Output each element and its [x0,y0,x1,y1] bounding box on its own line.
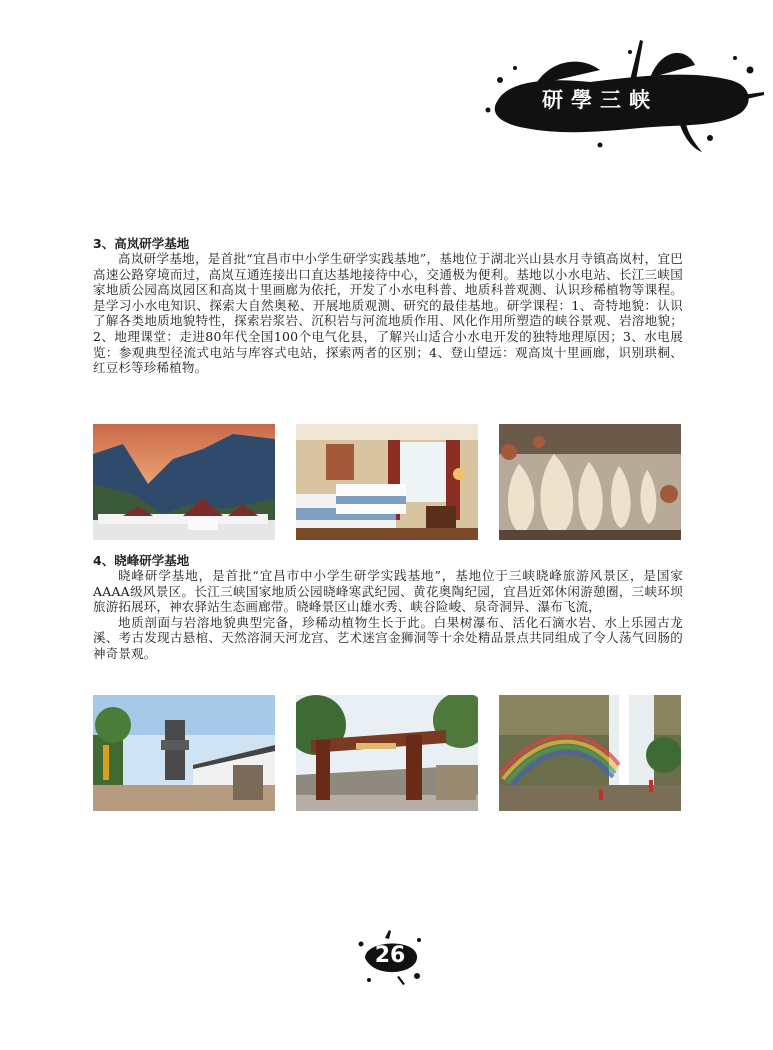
hotel-room-photo [296,424,478,540]
pottery-lamps-photo [499,424,681,540]
stone-sculpture-plaza-photo [93,695,275,811]
section-xiaofeng [93,553,683,662]
section-heading: 3、高岚研学基地 [93,236,190,251]
scenic-gate-photo [296,695,478,811]
section-paragraph: 地质剖面与岩溶地貌典型完备，珍稀动植物生长于此。白果树瀑布、活化石滴水岩、水上乐园古龙溪、考古发现古悬棺、天然溶洞天河龙宫、艺术迷宫金狮洞等十余处精品景点共同组成了令人荡气回肠的神奇景观。 [93,614,683,661]
section-paragraph: 晓峰研学基地，是首批“宜昌市中小学生研学实践基地”，基地位于三峡晓峰旅游风景区，是国家AAAA级风景区。长江三峡国家地质公园晓峰寒武纪园、黄花奥陶纪园，宜昌近郊休闲游憩圈，三峡环坝旅游拓展环，神农驿站生态画廊带。晓峰景区山雄水秀、峡谷险峻、泉奇洞异、瀑布飞流， [93,568,683,615]
page-number: 26 [374,943,406,968]
section-heading: 4、晓峰研学基地 [93,553,190,568]
banner-title: 研學三峡 [542,88,658,112]
section-gaolan [93,236,683,376]
waterfall-rainbow-photo [499,695,681,811]
mountain-village-photo [93,424,275,540]
section-paragraph: 高岚研学基地，是首批“宜昌市中小学生研学实践基地”，基地位于湖北兴山县水月寺镇高岚村，宜巴高速公路穿境而过，高岚互通连接出口直达基地接待中心，交通极为便利。基地以小水电站、长江三峡国家地质公园高岚园区和高岚十里画廊为依托，开发了小水电科普、地质科普观测、认识珍稀植物等课程。是学习小水电知识、探索大自然奥秘、开展地质观测、研究的最佳基地。研学课程：1、奇特地貌：认识了解各类地质地貌特性，探索岩浆岩、沉积岩与河流地质作用、风化作用所塑造的峡谷景观、岩溶地貌；2、地理课堂：走进80年代全国100个电气化县，了解兴山适合小水电开发的独特地理原因；3、水电展览：参观典型径流式电站与库容式电站，探索两者的区别；4、登山望远：观高岚十里画廊，识别珙桐、红豆杉等珍稀植物。 [93,251,683,376]
